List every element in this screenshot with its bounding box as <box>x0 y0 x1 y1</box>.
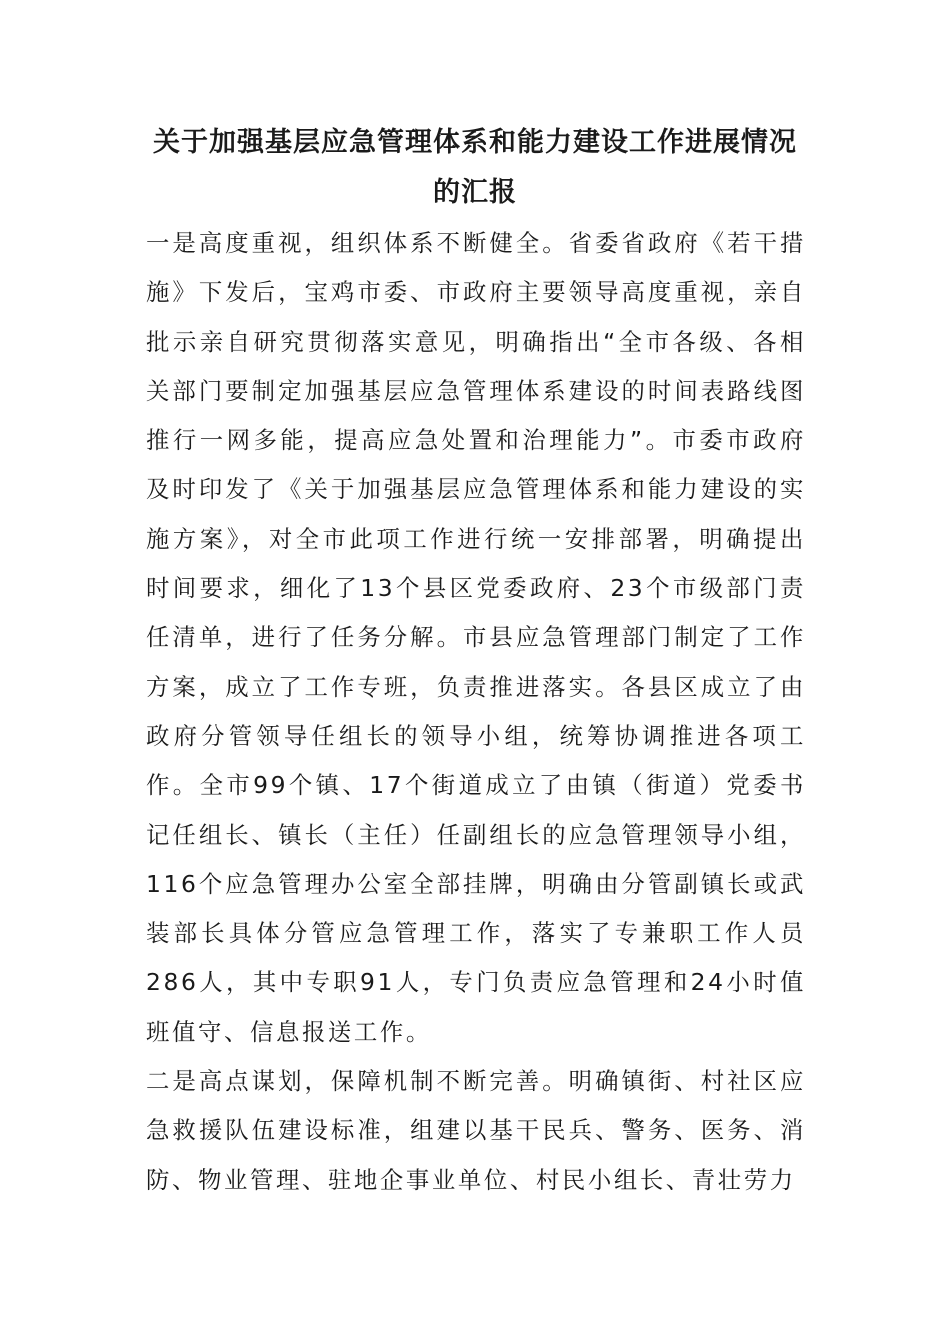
document-body <box>146 219 806 1205</box>
document-title: 关于加强基层应急管理体系和能力建设工作进展情况的汇报 <box>153 127 797 208</box>
paragraph-organization: 一是高度重视，组织体系不断健全。省委省政府《若干措施》下发后，宝鸡市委、市政府主要领导高度重视，亲自批示亲自研究贯彻落实意见，明确指出“全市各级、各相关部门要制定加强基层应急管理体系建设的时间表路线图推行一网多能，提高应急处置和治理能力”。市委市政府及时印发了《关于加强基层应急管理体系和能力建设的实施方案》，对全市此项工作进行统一安排部署，明确提出时间要求，细化了13个县区党委政府、23个市级部门责任清单，进行了任务分解。市县应急管理部门制定了工作方案，成立了工作专班，负责推进落实。各县区成立了由政府分管领导任组长的领导小组，统筹协调推进各项工作。全市99个镇、17个街道成立了由镇（街道）党委书记任组长、镇长（主任）任副组长的应急管理领导小组，116个应急管理办公室全部挂牌，明确由分管副镇长或武装部长具体分管应急管理工作，落实了专兼职工作人员286人，其中专职91人，专门负责应急管理和24小时值班值守、信息报送工作。 <box>146 229 806 1046</box>
paragraph-planning: 二是高点谋划，保障机制不断完善。明确镇街、村社区应急救援队伍建设标准，组建以基干民兵、警务、医务、消防、物业管理、驻地企事业单位、村民小组长、青壮劳力 <box>146 1067 806 1194</box>
